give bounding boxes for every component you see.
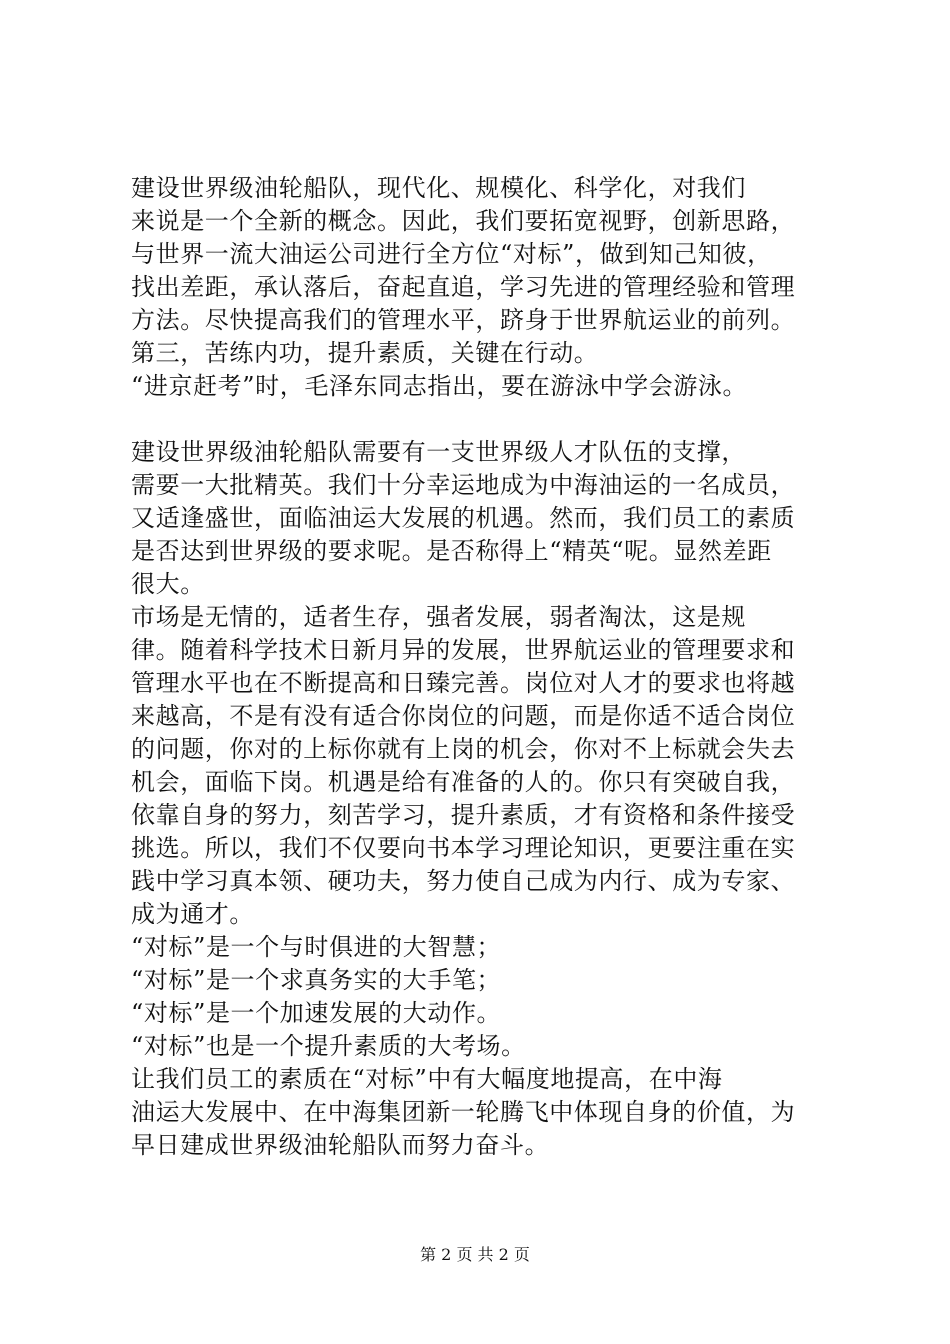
text-line: 第三，苦练内功，提升素质，关键在行动。 [131, 339, 599, 367]
text-line: 律。随着科学技术日新月异的发展，世界航运业的管理要求和 [131, 636, 796, 664]
text-line: 需要一大批精英。我们十分幸运地成为中海油运的一名成员， [131, 471, 796, 499]
text-line: 市场是无情的，适者生存，强者发展，弱者淘汰，这是规 [131, 603, 746, 631]
text-line: 来说是一个全新的概念。因此，我们要拓宽视野，创新思路， [131, 207, 796, 235]
document-body [131, 172, 837, 1162]
text-line: 来越高，不是有没有适合你岗位的问题，而是你适不适合岗位 [131, 702, 796, 730]
blank-line [131, 403, 837, 436]
text-line: 与世界一流大油运公司进行全方位“对标”，做到知己知彼， [131, 240, 772, 268]
text-line: “对标”是一个与时俱进的大智慧； [131, 933, 502, 961]
text-line: 建设世界级油轮船队需要有一支世界级人才队伍的支撑， [131, 438, 746, 466]
text-line: 挑选。所以，我们不仅要向书本学习理论知识，更要注重在实 [131, 834, 796, 862]
text-line: “对标”也是一个提升素质的大考场。 [131, 1032, 526, 1060]
text-line: 让我们员工的素质在“对标”中有大幅度地提高，在中海 [131, 1065, 723, 1093]
text-line: “对标”是一个求真务实的大手笔； [131, 966, 502, 994]
text-line: 是否达到世界级的要求呢。是否称得上“精英“呢。显然差距 [131, 537, 772, 565]
text-line: “进京赶考”时，毛泽东同志指出，要在游泳中学会游泳。 [131, 372, 748, 400]
text-line: 的问题，你对的上标你就有上岗的机会，你对不上标就会失去 [131, 735, 796, 763]
text-line: 践中学习真本领、硬功夫，努力使自己成为内行、成为专家、 [131, 867, 796, 895]
text-line: 成为通才。 [131, 900, 254, 928]
text-line: 依靠自身的努力，刻苦学习，提升素质，才有资格和条件接受 [131, 801, 796, 829]
text-line: 方法。尽快提高我们的管理水平，跻身于世界航运业的前列。 [131, 306, 796, 334]
text-line: 早日建成世界级油轮船队而努力奋斗。 [131, 1131, 550, 1159]
text-line: 很大。 [131, 570, 205, 598]
text-line: 机会，面临下岗。机遇是给有准备的人的。你只有突破自我， [131, 768, 796, 796]
page-number-footer: 第 2 页 共 2 页 [420, 1245, 530, 1264]
text-line: 油运大发展中、在中海集团新一轮腾飞中体现自身的价值，为 [131, 1098, 796, 1126]
text-line: “对标”是一个加速发展的大动作。 [131, 999, 502, 1027]
text-line: 找出差距，承认落后，奋起直追，学习先进的管理经验和管理 [131, 273, 796, 301]
text-line: 建设世界级油轮船队，现代化、规模化、科学化，对我们 [131, 174, 746, 202]
text-line: 又适逢盛世，面临油运大发展的机遇。然而，我们员工的素质 [131, 504, 796, 532]
text-line: 管理水平也在不断提高和日臻完善。岗位对人才的要求也将越 [131, 669, 796, 697]
